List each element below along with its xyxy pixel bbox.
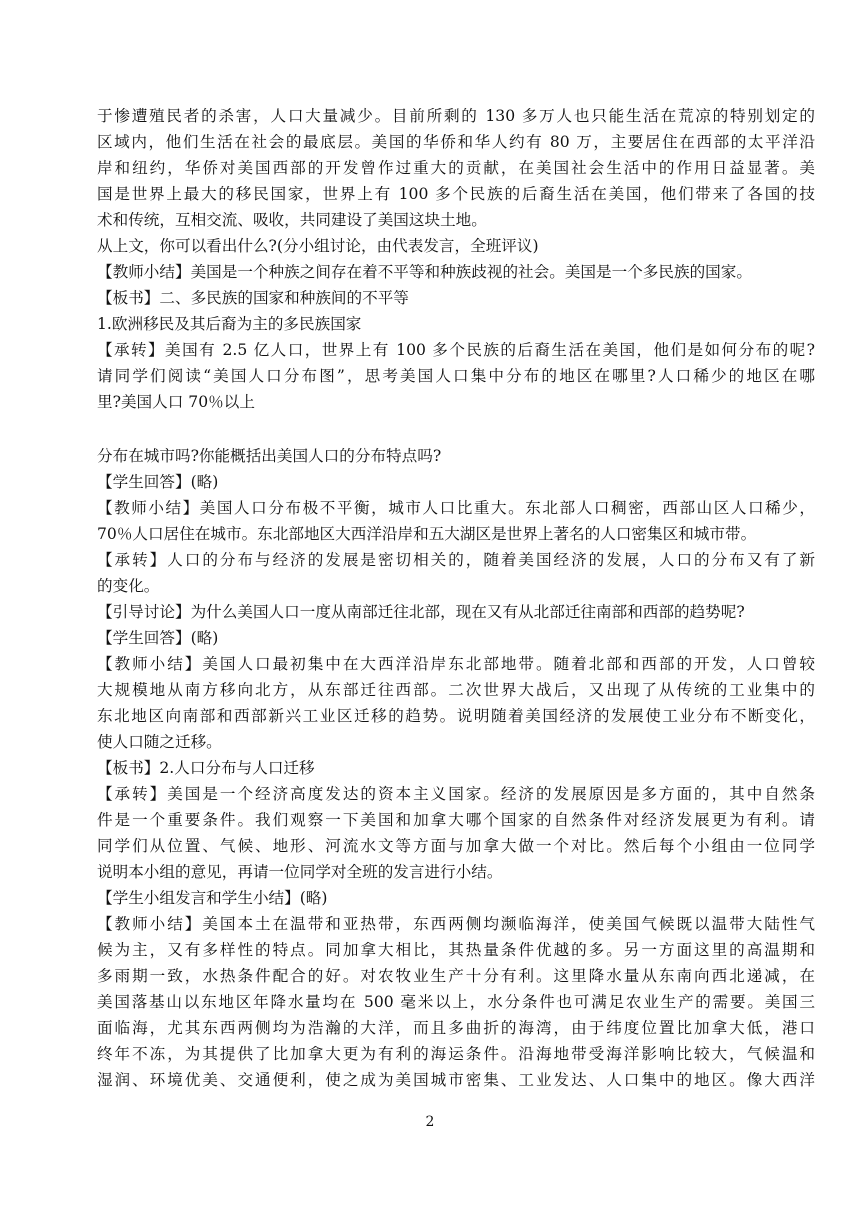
text-line: 于惨遭殖民者的杀害，人口大量减少。目前所剩的 130 多万人也只能生活在荒凉的特别划定的 [97,107,815,125]
text-line: 的变化。 [97,577,160,595]
text-line: 大规模地从南方移向北方，从东部迁往西部。二次世界大战后，又出现了从传统的工业集中的 [97,681,815,699]
paragraph [97,337,815,415]
page-body [97,103,815,1093]
text-line: 【学生回答】(略) [97,629,219,647]
text-line: 【教师小结】美国是一个种族之间存在着不平等和种族歧视的社会。美国是一个多民族的国家。 [97,263,752,281]
paragraph [97,285,815,311]
text-line: 【教师小结】美国本土在温带和亚热带，东西两侧均濒临海洋，使美国气候既以温带大陆性气 [97,915,815,933]
text-line: 【学生小组发言和学生小结】(略) [97,889,328,907]
paragraph [97,885,815,911]
text-line: 【板书】二、多民族的国家和种族间的不平等 [97,289,409,307]
text-line: 东北地区向南部和西部新兴工业区迁移的趋势。说明随着美国经济的发展使工业分布不断变化， [97,707,815,725]
text-line: 【学生回答】(略) [97,473,219,491]
text-line: 区域内，他们生活在社会的最底层。美国的华侨和华人约有 80 万，主要居住在西部的太平洋沿 [97,133,815,151]
text-line: 【教师小结】美国人口分布极不平衡，城市人口比重大。东北部人口稠密，西部山区人口稀少， [97,499,815,517]
text-line: 【引导讨论】为什么美国人口一度从南部迁往北部，现在又有从北部迁往南部和西部的趋势呢? [97,603,745,621]
paragraph [97,311,815,337]
paragraph [97,911,815,1093]
paragraph [97,781,815,885]
paragraph [97,443,815,469]
text-line: 【承转】美国是一个经济高度发达的资本主义国家。经济的发展原因是多方面的，其中自然条 [97,785,815,803]
page-number: 2 [425,1114,435,1130]
text-line: 【承转】美国有 2.5 亿人口，世界上有 100 多个民族的后裔生活在美国，他们是如何分布的呢? [97,341,815,359]
text-line: 请同学们阅读“美国人口分布图”，思考美国人口集中分布的地区在哪里?人口稀少的地区在哪 [97,367,815,385]
text-line: 面临海，尤其东西两侧均为浩瀚的大洋，而且多曲折的海湾，由于纬度位置比加拿大低，港口 [97,1019,815,1037]
text-line: 终年不冻，为其提供了比加拿大更为有利的海运条件。沿海地带受海洋影响比较大，气候温和 [97,1045,815,1063]
paragraph [97,651,815,755]
paragraph [97,755,815,781]
text-line: 使人口随之迁移。 [97,733,222,751]
text-line: 70％人口居住在城市。东北部地区大西洋沿岸和五大湖区是世界上著名的人口密集区和城市带。 [97,525,757,543]
paragraph [97,469,815,495]
paragraph [97,259,815,285]
text-line: 湿润、环境优美、交通便利，使之成为美国城市密集、工业发达、人口集中的地区。像大西洋 [97,1071,815,1089]
text-line: 岸和纽约，华侨对美国西部的开发曾作过重大的贡献，在美国社会生活中的作用日益显著。美 [97,159,815,177]
text-line: 术和传统，互相交流、吸收，共同建设了美国这块土地。 [97,211,487,229]
text-line: 1.欧洲移民及其后裔为主的多民族国家 [97,315,362,333]
text-line: 件是一个重要条件。我们观察一下美国和加拿大哪个国家的自然条件对经济发展更为有利。请 [97,811,815,829]
text-line: 里?美国人口 70％以上 [97,393,255,411]
paragraph [97,625,815,651]
text-line: 美国落基山以东地区年降水量均在 500 毫米以上，水分条件也可满足农业生产的需要。美国三 [97,993,815,1011]
paragraph [97,233,815,259]
text-line: 【教师小结】美国人口最初集中在大西洋沿岸东北部地带。随着北部和西部的开发，人口曾较 [97,655,815,673]
text-line: 【板书】2.人口分布与人口迁移 [97,759,315,777]
paragraph [97,103,815,233]
paragraph [97,495,815,547]
text-line: 多雨期一致，水热条件配合的好。对农牧业生产十分有利。这里降水量从东南向西北递减，在 [97,967,815,985]
text-line: 候为主，又有多样性的特点。同加拿大相比，其热量条件优越的多。另一方面这里的高温期和 [97,941,815,959]
text-line: 同学们从位置、气候、地形、河流水文等方面与加拿大做一个对比。然后每个小组由一位同学 [97,837,815,855]
text-line: 【承转】人口的分布与经济的发展是密切相关的，随着美国经济的发展，人口的分布又有了新 [97,551,815,569]
blank-line [97,415,815,443]
text-line: 从上文，你可以看出什么?(分小组讨论，由代表发言，全班评议) [97,237,539,255]
paragraph [97,547,815,599]
paragraph [97,599,815,625]
text-line: 说明本小组的意见，再请一位同学对全班的发言进行小结。 [97,863,503,881]
text-line: 国是世界上最大的移民国家，世界上有 100 多个民族的后裔生活在美国，他们带来了各国的技 [97,185,815,203]
text-line: 分布在城市吗?你能概括出美国人口的分布特点吗? [97,447,442,465]
